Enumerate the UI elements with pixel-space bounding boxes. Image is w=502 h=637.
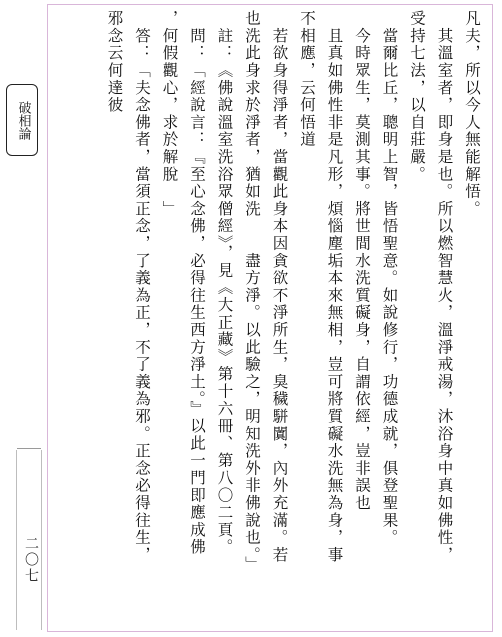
text-line: 受持七法，以自莊嚴。 (408, 10, 426, 183)
chapter-tab (6, 84, 38, 156)
body-text (60, 10, 485, 626)
page-number-text: 二〇七 (23, 536, 39, 584)
text-line: ，何假觀心，求於解脫 」 (160, 10, 179, 218)
text-line: 今時眾生，莫測其事。將世間水洗質礙身，自謂依經，豈非誤也 (353, 10, 371, 512)
text-line: 問：「經說言：『至心念佛，必得往生西方淨土。』以此一門即應成佛 (188, 10, 206, 556)
text-line: 註：《佛說溫室洗浴眾僧經》，見《大正藏》第十六冊、第八〇二頁。 (215, 10, 234, 556)
text-line: 且真如佛性非是凡形，煩惱塵垢本來無相，豈可將質礙水洗無為身，事 (325, 10, 344, 564)
text-line: 凡夫，所以今人無能解悟。 (463, 10, 481, 218)
text-line: 當爾比丘，聰明上智，皆悟聖意。如說修行，功德成就，俱登聖果。 (380, 10, 399, 547)
text-line: 若欲身得淨者，當觀此身本因貪欲不淨所生，臭穢駢闐，內外充滿。若 (270, 10, 289, 564)
text-line: 也洗此身求於淨者，猶如洗 盡方淨。以此驗之，明知洗外非佛說也。」 (243, 10, 261, 574)
page-number (16, 450, 42, 630)
text-line: 其溫室者，即身是也。所以燃智慧火，溫淨戒湯，沐浴身中真如佛性， (435, 10, 454, 564)
text-line: 答：「夫念佛者，當須正念，了義為正，不了義為邪。正念必得往生， (133, 10, 151, 564)
text-line: 不相應，云何悟道 (298, 10, 316, 149)
page-number-rule (17, 448, 41, 449)
text-line: 邪念云何達彼 (105, 10, 124, 114)
chapter-tab-title: 破相論 (15, 100, 31, 140)
